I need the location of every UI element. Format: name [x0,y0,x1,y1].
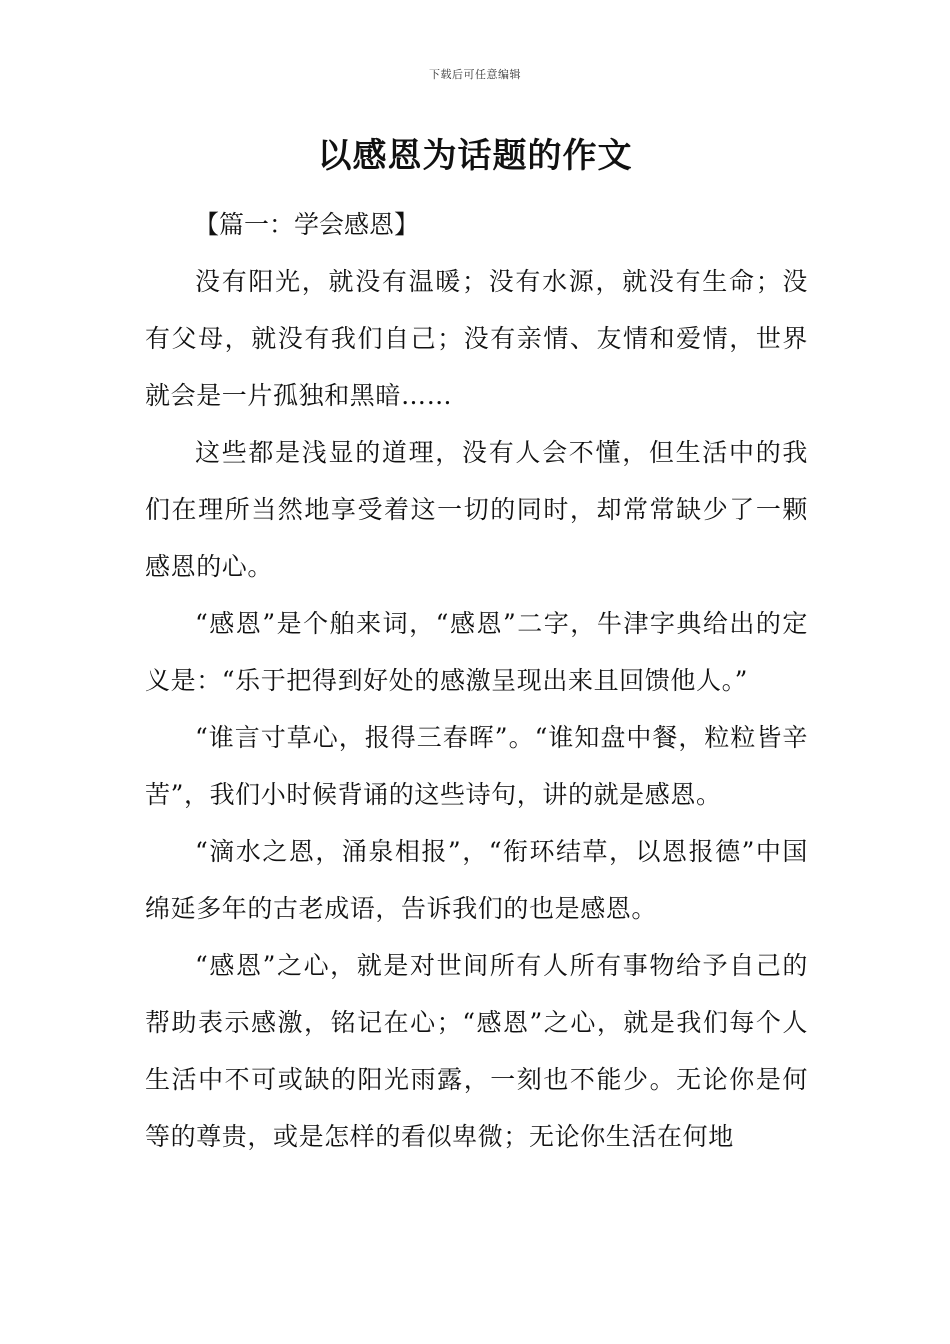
header-note: 下载后可任意编辑 [429,68,521,81]
document-title: 以感恩为话题的作文 [317,136,633,176]
paragraph-2: 这些都是浅显的道理，没有人会不懂，但生活中的我们在理所当然地享受着这一切的同时，却常常缺少了一颗感恩的心。 [145,438,808,581]
paragraph-6: “感恩”之心，就是对世间所有人所有事物给予自己的帮助表示感激，铭记在心；“感恩”之心，就是我们每个人生活中不可或缺的阳光雨露，一刻也不能少。无论你是何等的尊贵，或是怎样的看似卑微；无论你生活在何地 [145,951,808,1151]
section-heading: 【篇一：学会感恩】 [194,210,420,239]
paragraph-4: “谁言寸草心，报得三春晖”。“谁知盘中餐，粒粒皆辛苦”，我们小时候背诵的这些诗句，讲的就是感恩。 [145,723,808,809]
paragraph-5: “滴水之恩，涌泉相报”，“衔环结草，以恩报德”中国绵延多年的古老成语，告诉我们的也是感恩。 [145,837,808,923]
paragraph-3: “感恩”是个舶来词，“感恩”二字，牛津字典给出的定义是：“乐于把得到好处的感激呈现出来且回馈他人。” [145,609,808,695]
paragraph-1: 没有阳光，就没有温暖；没有水源，就没有生命；没有父母，就没有我们自己；没有亲情、友情和爱情，世界就会是一片孤独和黑暗…… [145,267,808,410]
document-body [145,196,808,1165]
